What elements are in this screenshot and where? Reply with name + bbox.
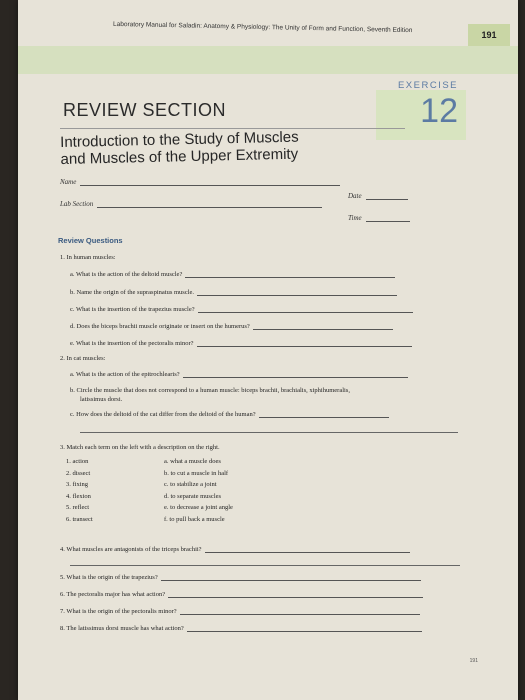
q1b [70,289,397,296]
q4-text: 4. What muscles are antagonists of the triceps brachii? [60,546,202,553]
match-term: 6. transect [66,515,93,523]
date-input-line[interactable] [366,192,408,200]
running-head: Laboratory Manual for Saladin: Anatomy & Physiology: The Unity of Form and Function, Seventh Edition [112,20,413,35]
title-divider [60,128,405,129]
name-field [60,178,340,186]
lab-section-label: Lab Section [60,200,94,208]
name-label: Name [60,178,77,186]
q4 [60,546,410,553]
q2c-answer-line[interactable] [259,411,389,418]
q1d-answer-line[interactable] [253,323,393,330]
header-band [18,46,518,74]
q1a [70,271,395,278]
q1c-text: c. What is the insertion of the trapezius muscle? [70,306,195,313]
q1e-text: e. What is the insertion of the pectoralis minor? [70,340,194,347]
section-title: REVIEW SECTION [63,100,227,120]
lab-section-field [60,200,322,208]
q7-text: 7. What is the origin of the pectoralis minor? [60,608,177,615]
match-description: f. to pull back a muscle [164,515,225,523]
q2a-answer-line[interactable] [183,371,408,378]
q8 [60,625,422,632]
page-title [60,129,299,168]
q2a [70,371,408,378]
name-input-line[interactable] [80,178,340,186]
match-term: 4. flexion [66,492,91,500]
match-term: 2. dissect [66,469,91,477]
page-number: 191 [481,30,497,40]
q2-stem: 2. In cat muscles: [60,355,106,362]
q2b-line2: latissimus dorsi. [80,396,123,403]
time-label: Time [348,214,362,222]
exercise-number: 12 [420,92,458,130]
date-label: Date [348,192,362,200]
match-description: d. to separate muscles [164,492,222,500]
title-line-2: and Muscles of the Upper Extremity [60,145,299,168]
q6-answer-line[interactable] [168,591,423,598]
q5-text: 5. What is the origin of the trapezius? [60,574,158,581]
match-description: c. to stabilize a joint [164,481,217,488]
page-number-box [468,24,510,46]
match-descriptions [164,456,233,525]
match-description: b. to cut a muscle in half [164,469,229,477]
q7-answer-line[interactable] [180,608,420,615]
q8-text: 8. The latissimus dorsi muscle has what action? [60,625,184,632]
q1b-text: b. Name the origin of the supraspinatus muscle. [70,289,195,296]
q1b-answer-line[interactable] [197,289,397,296]
q1-stem: 1. In human muscles: [60,254,116,261]
lab-section-input-line[interactable] [97,200,322,208]
q5-answer-line[interactable] [161,574,421,581]
time-field [348,214,410,222]
match-terms [66,456,93,525]
q4-answer-line[interactable] [205,546,410,553]
q1a-answer-line[interactable] [185,271,395,278]
time-input-line[interactable] [366,214,410,222]
q1a-text: a. What is the action of the deltoid muscle? [70,271,183,278]
review-questions-heading: Review Questions [58,236,123,245]
q1d [70,323,393,330]
q2c-answer-line-2[interactable] [80,432,458,433]
q5 [60,574,421,581]
match-description: a. what a muscle does [164,458,221,465]
q2b-line1: b. Circle the muscle that does not correspond to a human muscle: biceps brachii, brachialis, xiphihumeralis, [70,387,350,394]
q2c-text: c. How does the deltoid of the cat differ from the deltoid of the human? [70,411,256,418]
date-field [348,192,408,200]
worksheet-page [18,0,518,700]
q1d-text: d. Does the biceps brachii muscle originate or insert on the humerus? [70,323,250,330]
q4-answer-line-2[interactable] [70,565,460,566]
match-description: e. to decrease a joint angle [164,504,233,511]
q1c [70,306,413,313]
match-term: 5. reflect [66,504,90,511]
title-line-1: Introduction to the Study of Muscles [60,128,299,151]
match-term: 1. action [66,458,89,465]
q6 [60,591,423,598]
match-term: 3. fixing [66,481,89,488]
footer-page-number: 191 [469,658,478,664]
q7 [60,608,420,615]
q2c [70,411,389,418]
q1e-answer-line[interactable] [197,340,412,347]
q2a-text: a. What is the action of the epitrochlearis? [70,371,180,378]
q8-answer-line[interactable] [187,625,422,632]
q3-stem: 3. Match each term on the left with a description on the right. [60,444,220,451]
q6-text: 6. The pectoralis major has what action? [60,591,166,598]
q1e [70,340,412,347]
q1c-answer-line[interactable] [198,306,413,313]
exercise-label: EXERCISE [397,80,458,91]
